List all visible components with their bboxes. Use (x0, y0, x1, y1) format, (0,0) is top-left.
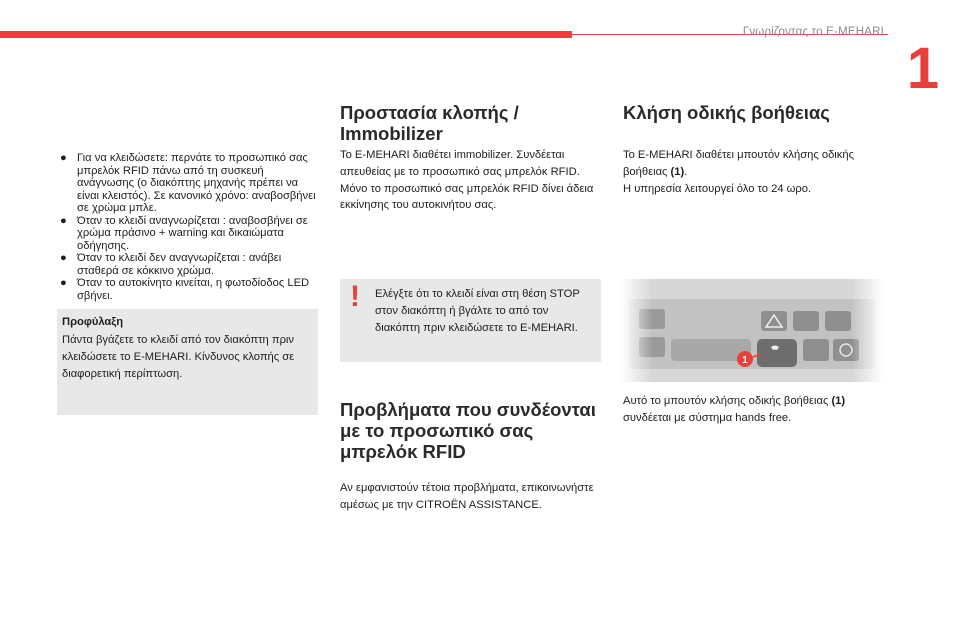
warning-text: Ελέγξτε ότι το κλειδί είναι στη θέση STOP στον διακόπτη ή βγάλτε το από τον διακόπτη πριν κλειδώσετε το E-MEHARI. (375, 288, 580, 334)
list-item: ● Όταν το κλειδί αναγνωρίζεται : αναβοσβήνει σε χρώμα πράσινο + warning και δικαιώματα οδήγησης. (60, 214, 308, 252)
bullet-icon: ● (60, 277, 67, 289)
roadside-assistance-text: Το E-MEHARI διαθέτει μπουτόν κλήσης οδικής βοήθειας (1). Η υπηρεσία λειτουργεί όλο το 24 ωρο. (623, 149, 854, 195)
led-status-list (60, 152, 322, 302)
photo-callout-label: 1 (742, 355, 748, 366)
chapter-number: 1 (906, 36, 940, 101)
warning-box (340, 279, 601, 362)
rfid-problems-text: Αν εμφανιστούν τέτοια προβλήματα, επικοινωνήστε αμέσως με την CITROËN ASSISTANCE. (340, 482, 594, 511)
page-header-title: Γνωρίζοντας το E-MEHARI (742, 26, 884, 38)
rfid-problems-heading: Προβλήματα που συνδέονται με το προσωπικό σας μπρελόκ RFID (340, 399, 596, 462)
list-item: ● Όταν το αυτοκίνητο κινείται, η φωτοδίοδος LED σβήνει. (60, 277, 310, 302)
bullet-icon: ● (60, 152, 67, 164)
warning-icon: ! (350, 280, 360, 313)
caution-text: Πάντα βγάζετε το κλειδί από τον διακόπτη πριν κλειδώσετε το E-MEHARI. Κίνδυνος κλοπής σε διαφορετική περίπτωση. (62, 334, 295, 380)
bullet-icon: ● (60, 252, 67, 264)
theft-protection-text: Το E-MEHARI διαθέτει immobilizer. Συνδέεται απευθείας με το προσωπικό σας μπρελόκ RFID. Μόνο το προσωπικό σας μπρελόκ RFID δίνει άδεια εκκίνησης του αυτοκινήτου σας. (340, 149, 594, 212)
caution-box (57, 309, 318, 415)
list-item: ● Όταν το κλειδί δεν αναγνωρίζεται : ανάβει σταθερά σε κόκκινο χρώμα. (60, 252, 282, 277)
dashboard-switch-panel-photo (621, 279, 883, 382)
list-item: ● Για να κλειδώσετε: περνάτε το προσωπικό σας μπρελόκ RFID πάνω από τη συσκευή ανάγνωσης (ο διακόπτης μηχανής πρέπει να είναι κλειστός). Σε κανονικό χρόνο: αναβοσβήνει σε χρώμα μπλε. (60, 152, 316, 214)
caution-title: Προφύλαξη (62, 316, 124, 328)
header-accent-bar (0, 31, 572, 38)
bullet-icon: ● (60, 214, 67, 227)
roadside-assistance-heading: Κλήση οδικής βοήθειας (623, 102, 830, 123)
theft-protection-heading: Προστασία κλοπής / Immobilizer (340, 102, 519, 144)
photo-caption: Αυτό το μπουτόν κλήσης οδικής βοήθειας (1) συνδέεται με σύστημα hands free. (623, 395, 846, 424)
